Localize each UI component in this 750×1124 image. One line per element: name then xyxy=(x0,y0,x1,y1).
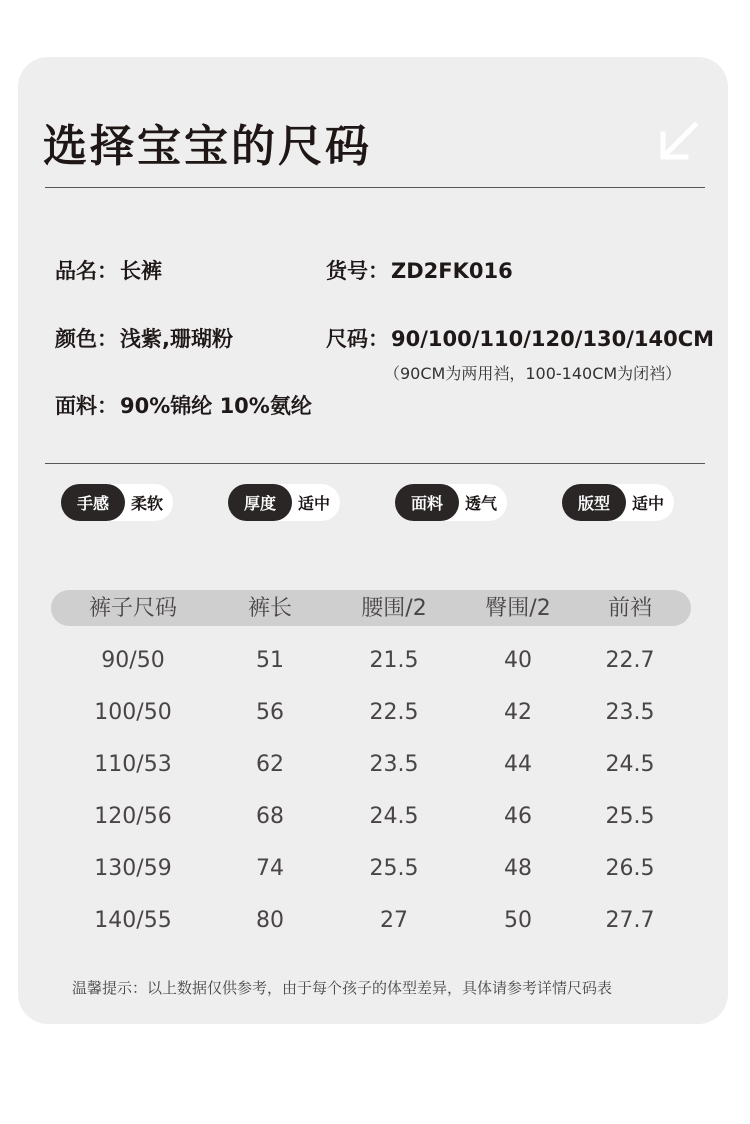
header-hip: 臀围/2 xyxy=(485,596,551,621)
attribute-value: 适中 xyxy=(631,494,664,513)
table-cell: 48 xyxy=(504,856,532,881)
attribute-value: 透气 xyxy=(464,494,497,513)
footer-note: 温馨提示：以上数据仅供参考，由于每个孩子的体型差异，具体请参考详情尺码表 xyxy=(72,979,613,997)
table-cell: 140/55 xyxy=(94,908,172,933)
table-cell: 24.5 xyxy=(605,752,655,777)
page-title: 选择宝宝的尺码 xyxy=(43,121,372,172)
header-waist: 腰围/2 xyxy=(361,596,427,621)
product-fabric: 面料：90%锦纶 10%氨纶 xyxy=(55,394,312,418)
table-cell: 80 xyxy=(256,908,284,933)
header-front-rise: 前裆 xyxy=(607,596,653,621)
product-sku: 货号：ZD2FK016 xyxy=(326,259,513,283)
table-cell: 26.5 xyxy=(605,856,655,881)
table-cell: 110/53 xyxy=(94,752,172,777)
attribute-tag: 手感 xyxy=(61,484,125,521)
table-cell: 74 xyxy=(256,856,284,881)
table-cell: 27 xyxy=(380,908,408,933)
attribute-pill-feel xyxy=(61,484,173,521)
table-cell: 62 xyxy=(256,752,284,777)
table-cell: 50 xyxy=(504,908,532,933)
attribute-value: 柔软 xyxy=(130,494,163,513)
product-color: 颜色：浅紫,珊瑚粉 xyxy=(55,327,233,351)
attribute-value: 适中 xyxy=(297,494,330,513)
table-cell: 46 xyxy=(504,804,532,829)
size-note: （90CM为两用裆，100-140CM为闭裆） xyxy=(384,364,682,383)
header-size: 裤子尺码 xyxy=(88,596,178,621)
table-cell: 44 xyxy=(504,752,532,777)
table-cell: 40 xyxy=(504,648,532,673)
table-cell: 22.5 xyxy=(369,700,419,725)
table-cell: 120/56 xyxy=(94,804,172,829)
table-cell: 23.5 xyxy=(605,700,655,725)
attribute-pill-fit xyxy=(562,484,674,521)
attribute-tag: 面料 xyxy=(395,484,459,521)
table-cell: 27.7 xyxy=(605,908,655,933)
table-cell: 25.5 xyxy=(369,856,419,881)
table-cell: 100/50 xyxy=(94,700,172,725)
attribute-pill-fabric xyxy=(395,484,507,521)
table-cell: 21.5 xyxy=(369,648,419,673)
attribute-pill-thickness xyxy=(228,484,340,521)
table-cell: 56 xyxy=(256,700,284,725)
product-name: 品名：长裤 xyxy=(55,259,162,283)
table-cell: 51 xyxy=(256,648,284,673)
attribute-tag: 厚度 xyxy=(228,484,292,521)
table-cell: 90/50 xyxy=(101,648,165,673)
table-cell: 23.5 xyxy=(369,752,419,777)
table-header xyxy=(51,590,691,626)
table-cell: 24.5 xyxy=(369,804,419,829)
arrow-down-left-icon xyxy=(658,120,700,162)
table-cell: 68 xyxy=(256,804,284,829)
attribute-tag: 版型 xyxy=(562,484,626,521)
table-cell: 22.7 xyxy=(605,648,655,673)
table-cell: 130/59 xyxy=(94,856,172,881)
product-size: 尺码：90/100/110/120/130/140CM xyxy=(326,327,715,351)
divider xyxy=(45,463,705,464)
table-cell: 25.5 xyxy=(605,804,655,829)
divider xyxy=(45,187,705,188)
table-cell: 42 xyxy=(504,700,532,725)
header-length: 裤长 xyxy=(247,596,293,621)
